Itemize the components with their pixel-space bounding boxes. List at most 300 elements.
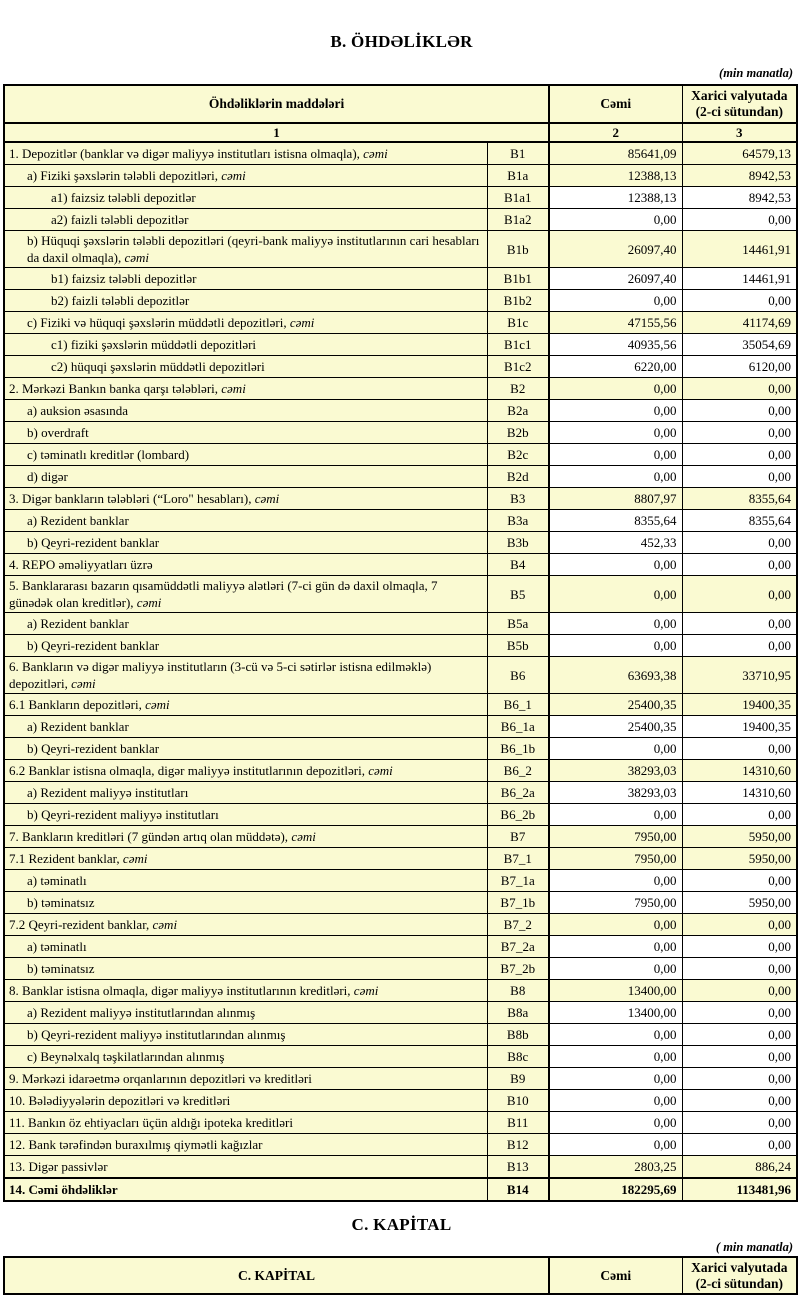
table-row (4, 1046, 797, 1068)
row-code: B5a (487, 613, 549, 635)
row-label-text: b1) faizsiz tələbli depozitlər (51, 271, 197, 286)
row-foreign-value: 0,00 (682, 378, 797, 400)
row-code: B7 (487, 826, 549, 848)
row-total-value: 2803,25 (549, 1156, 682, 1179)
row-total-value: 182295,69 (549, 1178, 682, 1201)
row-label-text: 11. Bankın öz ehtiyacları üçün aldığı ipoteka kreditləri (9, 1115, 293, 1130)
row-label (4, 165, 487, 187)
row-foreign-value: 0,00 (682, 870, 797, 892)
row-foreign-value: 0,00 (682, 1002, 797, 1024)
row-total-value: 63693,38 (549, 657, 682, 694)
row-label-italic-suffix: cəmi (291, 829, 316, 844)
table-row (4, 1068, 797, 1090)
row-label-italic-suffix: cəmi (145, 697, 170, 712)
row-code: B6_1 (487, 694, 549, 716)
row-label-text: a) Rezident maliyyə institutlarından alınmış (27, 1005, 256, 1020)
row-label-text: a) təminatlı (27, 873, 87, 888)
row-foreign-value: 0,00 (682, 444, 797, 466)
row-label-text: 12. Bank tərəfindən buraxılmış qiymətli kağızlar (9, 1137, 263, 1152)
row-label-text: 8. Banklar istisna olmaqla, digər maliyyə institutlarının kreditləri, (9, 983, 351, 998)
capital-header-title: C. KAPİTAL (4, 1257, 549, 1294)
table-row (4, 848, 797, 870)
row-total-value: 38293,03 (549, 782, 682, 804)
row-total-value: 25400,35 (549, 694, 682, 716)
row-total-value: 26097,40 (549, 231, 682, 268)
table-row (4, 738, 797, 760)
row-code: B5 (487, 576, 549, 613)
row-label (4, 782, 487, 804)
row-label-text: b) təminatsız (27, 895, 95, 910)
row-total-value: 6220,00 (549, 356, 682, 378)
table-row (4, 1024, 797, 1046)
column-number-3: 3 (682, 123, 797, 142)
row-label-italic-suffix: cəmi (136, 595, 162, 610)
table-row (4, 334, 797, 356)
table-row (4, 804, 797, 826)
row-code: B7_2b (487, 958, 549, 980)
row-code: B1b1 (487, 268, 549, 290)
row-total-value: 0,00 (549, 613, 682, 635)
liabilities-header-row (4, 85, 797, 123)
row-label-text: a) Rezident banklar (27, 513, 129, 528)
table-row (4, 576, 797, 613)
row-code: B1a (487, 165, 549, 187)
table-row (4, 1178, 797, 1201)
row-label (4, 400, 487, 422)
row-code: B2d (487, 466, 549, 488)
row-total-value: 7950,00 (549, 826, 682, 848)
row-code: B12 (487, 1134, 549, 1156)
row-label (4, 613, 487, 635)
row-label (4, 334, 487, 356)
row-label (4, 1024, 487, 1046)
row-label-text: 2. Mərkəzi Bankın banka qarşı tələbləri, (9, 381, 219, 396)
row-foreign-value: 0,00 (682, 576, 797, 613)
row-foreign-value: 0,00 (682, 209, 797, 231)
row-total-value: 0,00 (549, 914, 682, 936)
row-label (4, 268, 487, 290)
row-foreign-value: 0,00 (682, 532, 797, 554)
row-label (4, 554, 487, 576)
row-code: B3 (487, 488, 549, 510)
row-label (4, 1156, 487, 1179)
row-label (4, 936, 487, 958)
row-label-text: 10. Bələdiyyələrin depozitləri və kreditləri (9, 1093, 231, 1108)
row-total-value: 12388,13 (549, 165, 682, 187)
row-foreign-value: 0,00 (682, 1112, 797, 1134)
table-row (4, 958, 797, 980)
row-foreign-value: 8355,64 (682, 510, 797, 532)
capital-header-row (4, 1257, 797, 1294)
row-label-italic-suffix: cəmi (254, 491, 280, 506)
row-foreign-value: 0,00 (682, 635, 797, 657)
table-row (4, 554, 797, 576)
row-label-text: 6.2 Banklar istisna olmaqla, digər maliyyə institutlarının depozitləri, (9, 763, 365, 778)
row-label (4, 444, 487, 466)
row-foreign-value: 886,24 (682, 1156, 797, 1179)
row-code: B1a2 (487, 209, 549, 231)
liabilities-table-body (4, 142, 797, 1201)
row-foreign-value: 64579,13 (682, 142, 797, 165)
row-total-value: 452,33 (549, 532, 682, 554)
row-total-value: 40935,56 (549, 334, 682, 356)
row-label-text: b) Qeyri-rezident banklar (27, 638, 160, 653)
table-row (4, 532, 797, 554)
row-total-value: 0,00 (549, 209, 682, 231)
row-label (4, 378, 487, 400)
table-row (4, 312, 797, 334)
row-total-value: 0,00 (549, 378, 682, 400)
row-label-italic-suffix: cəmi (221, 168, 246, 183)
row-total-value: 0,00 (549, 422, 682, 444)
row-label-italic-suffix: cəmi (71, 676, 96, 691)
row-foreign-value: 0,00 (682, 804, 797, 826)
row-label-text: b) Qeyri-rezident banklar (27, 535, 160, 550)
row-foreign-value: 5950,00 (682, 826, 797, 848)
row-label (4, 576, 487, 613)
row-label-text: b) Hüquqi şəxslərin tələbli depozitləri (qeyri-bank maliyyə institutlarının cari hesabları da daxil olmaqla), (27, 233, 480, 265)
row-label (4, 760, 487, 782)
liabilities-table (3, 84, 798, 1202)
row-label (4, 1002, 487, 1024)
row-foreign-value: 0,00 (682, 400, 797, 422)
row-foreign-value: 5950,00 (682, 892, 797, 914)
table-row (4, 760, 797, 782)
row-foreign-value: 41174,69 (682, 312, 797, 334)
row-total-value: 12388,13 (549, 187, 682, 209)
row-foreign-value: 0,00 (682, 1024, 797, 1046)
row-label (4, 1068, 487, 1090)
row-label (4, 657, 487, 694)
row-foreign-value: 14310,60 (682, 760, 797, 782)
table-row (4, 980, 797, 1002)
row-label (4, 716, 487, 738)
row-code: B1c1 (487, 334, 549, 356)
row-foreign-value: 0,00 (682, 290, 797, 312)
row-label (4, 466, 487, 488)
row-code: B1b (487, 231, 549, 268)
table-row (4, 635, 797, 657)
row-label-text: 5. Banklararası bazarın qısamüddətli maliyyə alətləri (7-ci gün də daxil olmaqla, 7 günədək olan kreditlər), (9, 578, 438, 610)
row-code: B6_2b (487, 804, 549, 826)
row-label (4, 635, 487, 657)
row-code: B4 (487, 554, 549, 576)
row-foreign-value: 0,00 (682, 1134, 797, 1156)
row-label-text: c) təminatlı kreditlər (lombard) (27, 447, 190, 462)
row-code: B8b (487, 1024, 549, 1046)
row-label-italic-suffix: cəmi (289, 315, 315, 330)
row-label-text: a2) faizli tələbli depozitlər (51, 212, 189, 227)
row-label-text: 1. Depozitlər (banklar və digər maliyyə institutları istisna olmaqla), (9, 146, 360, 161)
row-total-value: 8355,64 (549, 510, 682, 532)
row-foreign-value: 0,00 (682, 914, 797, 936)
row-label (4, 738, 487, 760)
table-row (4, 165, 797, 187)
row-foreign-value: 5950,00 (682, 848, 797, 870)
row-label (4, 980, 487, 1002)
table-row (4, 142, 797, 165)
row-label-text: c1) fiziki şəxslərin müddətli depozitləri (51, 337, 257, 352)
row-total-value: 0,00 (549, 1112, 682, 1134)
row-label (4, 1178, 487, 1201)
row-code: B7_2 (487, 914, 549, 936)
row-label (4, 209, 487, 231)
row-foreign-value: 0,00 (682, 958, 797, 980)
row-label-text: a) auksion əsasında (27, 403, 129, 418)
row-label-text: 6.1 Bankların depozitləri, (9, 697, 142, 712)
row-total-value: 0,00 (549, 554, 682, 576)
row-code: B1a1 (487, 187, 549, 209)
row-total-value: 0,00 (549, 290, 682, 312)
row-label (4, 532, 487, 554)
row-label-text: b) təminatsız (27, 961, 95, 976)
section-c-title: C. KAPİTAL (351, 1215, 452, 1234)
row-foreign-value: 8942,53 (682, 165, 797, 187)
row-label-text: d) digər (27, 469, 68, 484)
table-row (4, 187, 797, 209)
table-row (4, 290, 797, 312)
row-code: B1c2 (487, 356, 549, 378)
row-code: B14 (487, 1178, 549, 1201)
row-foreign-value: 14310,60 (682, 782, 797, 804)
row-label (4, 804, 487, 826)
table-row (4, 870, 797, 892)
row-code: B1b2 (487, 290, 549, 312)
row-label (4, 848, 487, 870)
row-total-value: 85641,09 (549, 142, 682, 165)
row-code: B7_1a (487, 870, 549, 892)
row-total-value: 25400,35 (549, 716, 682, 738)
row-total-value: 0,00 (549, 635, 682, 657)
row-total-value: 13400,00 (549, 1002, 682, 1024)
row-label-text: b) Qeyri-rezident maliyyə institutlarından alınmış (27, 1027, 286, 1042)
row-label-italic-suffix: cəmi (152, 917, 178, 932)
table-row (4, 1090, 797, 1112)
row-total-value: 7950,00 (549, 892, 682, 914)
row-label-text: a) təminatlı (27, 939, 87, 954)
row-label-italic-suffix: cəmi (122, 851, 148, 866)
row-foreign-value: 35054,69 (682, 334, 797, 356)
row-label-text: b) Qeyri-rezident banklar (27, 741, 160, 756)
row-label-text: 7. Bankların kreditləri (7 gündən artıq olan müddətə), (9, 829, 289, 844)
row-label-italic-suffix: cəmi (353, 983, 379, 998)
row-label-text: a) Rezident banklar (27, 719, 129, 734)
row-label (4, 312, 487, 334)
row-label (4, 231, 487, 268)
row-label-italic-suffix: cəmi (221, 381, 246, 396)
row-label (4, 826, 487, 848)
row-foreign-value: 0,00 (682, 1068, 797, 1090)
row-label-italic-suffix: cəmi (363, 146, 388, 161)
row-label (4, 187, 487, 209)
row-label (4, 892, 487, 914)
row-code: B13 (487, 1156, 549, 1179)
row-code: B3b (487, 532, 549, 554)
table-row (4, 1134, 797, 1156)
row-label (4, 914, 487, 936)
row-foreign-value: 0,00 (682, 980, 797, 1002)
row-total-value: 0,00 (549, 738, 682, 760)
table-row (4, 914, 797, 936)
row-code: B3a (487, 510, 549, 532)
row-code: B5b (487, 635, 549, 657)
table-row (4, 1002, 797, 1024)
row-label-text: a) Fiziki şəxslərin tələbli depozitləri, (27, 168, 218, 183)
row-code: B2c (487, 444, 549, 466)
row-code: B7_1 (487, 848, 549, 870)
row-label-text: 4. REPO əməliyyatları üzrə (9, 557, 153, 572)
liabilities-header-items: Öhdəliklərin maddələri (4, 85, 549, 123)
row-foreign-value: 19400,35 (682, 694, 797, 716)
row-label-italic-suffix: cəmi (368, 763, 393, 778)
row-total-value: 0,00 (549, 804, 682, 826)
liabilities-header-total: Cəmi (549, 85, 682, 123)
liabilities-header-foreign: Xarici valyutada (2-ci sütundan) (682, 85, 797, 123)
table-row (4, 422, 797, 444)
row-foreign-value: 113481,96 (682, 1178, 797, 1201)
table-row (4, 444, 797, 466)
table-row (4, 400, 797, 422)
row-label-text: a1) faizsiz tələbli depozitlər (51, 190, 196, 205)
column-number-row (4, 123, 797, 142)
row-code: B6_1b (487, 738, 549, 760)
table-row (4, 613, 797, 635)
row-label (4, 356, 487, 378)
row-label-text: c2) hüquqi şəxslərin müddətli depozitləri (51, 359, 265, 374)
row-foreign-value: 33710,95 (682, 657, 797, 694)
row-label-text: 3. Digər bankların tələbləri (“Loro" hesabları), (9, 491, 252, 506)
row-label-text: a) Rezident maliyyə institutları (27, 785, 189, 800)
row-foreign-value: 0,00 (682, 936, 797, 958)
row-foreign-value: 0,00 (682, 1046, 797, 1068)
row-code: B9 (487, 1068, 549, 1090)
row-code: B1 (487, 142, 549, 165)
row-foreign-value: 8942,53 (682, 187, 797, 209)
table-row (4, 782, 797, 804)
row-total-value: 7950,00 (549, 848, 682, 870)
row-code: B8a (487, 1002, 549, 1024)
row-label (4, 1046, 487, 1068)
section-c-unit-note: ( min manatla) (715, 1240, 793, 1254)
row-total-value: 0,00 (549, 1046, 682, 1068)
row-total-value: 0,00 (549, 576, 682, 613)
row-code: B2a (487, 400, 549, 422)
row-total-value: 0,00 (549, 466, 682, 488)
row-label (4, 870, 487, 892)
row-label-text: b) Qeyri-rezident maliyyə institutları (27, 807, 219, 822)
table-row (4, 268, 797, 290)
row-label-text: 6. Bankların və digər maliyyə institutların (3-cü və 5-ci sətirlər istisna edilməklə) depozitləri, (9, 659, 432, 691)
table-row (4, 936, 797, 958)
row-foreign-value: 0,00 (682, 422, 797, 444)
row-label-text: b) overdraft (27, 425, 89, 440)
row-code: B10 (487, 1090, 549, 1112)
row-code: B7_1b (487, 892, 549, 914)
table-row (4, 826, 797, 848)
row-total-value: 0,00 (549, 1068, 682, 1090)
table-row (4, 466, 797, 488)
row-label (4, 1112, 487, 1134)
row-label (4, 1134, 487, 1156)
row-foreign-value: 0,00 (682, 554, 797, 576)
row-foreign-value: 8355,64 (682, 488, 797, 510)
row-total-value: 0,00 (549, 1134, 682, 1156)
row-total-value: 0,00 (549, 958, 682, 980)
table-row (4, 1112, 797, 1134)
table-row (4, 510, 797, 532)
row-foreign-value: 6120,00 (682, 356, 797, 378)
row-foreign-value: 0,00 (682, 466, 797, 488)
row-total-value: 0,00 (549, 936, 682, 958)
row-code: B2b (487, 422, 549, 444)
row-label-text: b2) faizli tələbli depozitlər (51, 293, 190, 308)
table-row (4, 1156, 797, 1179)
row-label (4, 510, 487, 532)
row-label-text: 7.2 Qeyri-rezident banklar, (9, 917, 150, 932)
row-total-value: 47155,56 (549, 312, 682, 334)
capital-table (3, 1256, 798, 1295)
row-label (4, 958, 487, 980)
row-label-text: 13. Digər passivlər (9, 1159, 108, 1174)
row-total-value: 26097,40 (549, 268, 682, 290)
table-row (4, 209, 797, 231)
table-row (4, 694, 797, 716)
row-label (4, 422, 487, 444)
row-code: B8 (487, 980, 549, 1002)
capital-header-total: Cəmi (549, 1257, 682, 1294)
row-label-text: c) Fiziki və hüquqi şəxslərin müddətli depozitləri, (27, 315, 287, 330)
row-label (4, 142, 487, 165)
table-row (4, 356, 797, 378)
row-code: B6_2 (487, 760, 549, 782)
row-code: B6_1a (487, 716, 549, 738)
row-code: B6_2a (487, 782, 549, 804)
row-label (4, 488, 487, 510)
row-label (4, 694, 487, 716)
row-label-italic-suffix: cəmi (124, 250, 150, 265)
capital-header-foreign: Xarici valyutada (2-ci sütundan) (682, 1257, 797, 1294)
row-code: B11 (487, 1112, 549, 1134)
row-label (4, 1090, 487, 1112)
table-row (4, 378, 797, 400)
row-total-value: 13400,00 (549, 980, 682, 1002)
table-row (4, 231, 797, 268)
row-foreign-value: 0,00 (682, 613, 797, 635)
row-total-value: 0,00 (549, 1024, 682, 1046)
table-row (4, 716, 797, 738)
row-foreign-value: 0,00 (682, 1090, 797, 1112)
row-total-value: 8807,97 (549, 488, 682, 510)
row-code: B6 (487, 657, 549, 694)
row-foreign-value: 14461,91 (682, 231, 797, 268)
row-foreign-value: 0,00 (682, 738, 797, 760)
column-number-1: 1 (4, 123, 549, 142)
table-row (4, 488, 797, 510)
row-label-text: 14. Cəmi öhdəliklər (9, 1182, 118, 1197)
row-total-value: 38293,03 (549, 760, 682, 782)
row-label-text: 9. Mərkəzi idarəetmə orqanlarının depozitləri və kreditləri (9, 1071, 312, 1086)
table-row (4, 657, 797, 694)
section-b-title: B. ÖHDƏLİKLƏR (330, 32, 473, 51)
row-total-value: 0,00 (549, 1090, 682, 1112)
row-code: B7_2a (487, 936, 549, 958)
column-number-2: 2 (549, 123, 682, 142)
row-code: B1c (487, 312, 549, 334)
table-row (4, 892, 797, 914)
row-code: B8c (487, 1046, 549, 1068)
row-label-text: a) Rezident banklar (27, 616, 129, 631)
row-total-value: 0,00 (549, 870, 682, 892)
